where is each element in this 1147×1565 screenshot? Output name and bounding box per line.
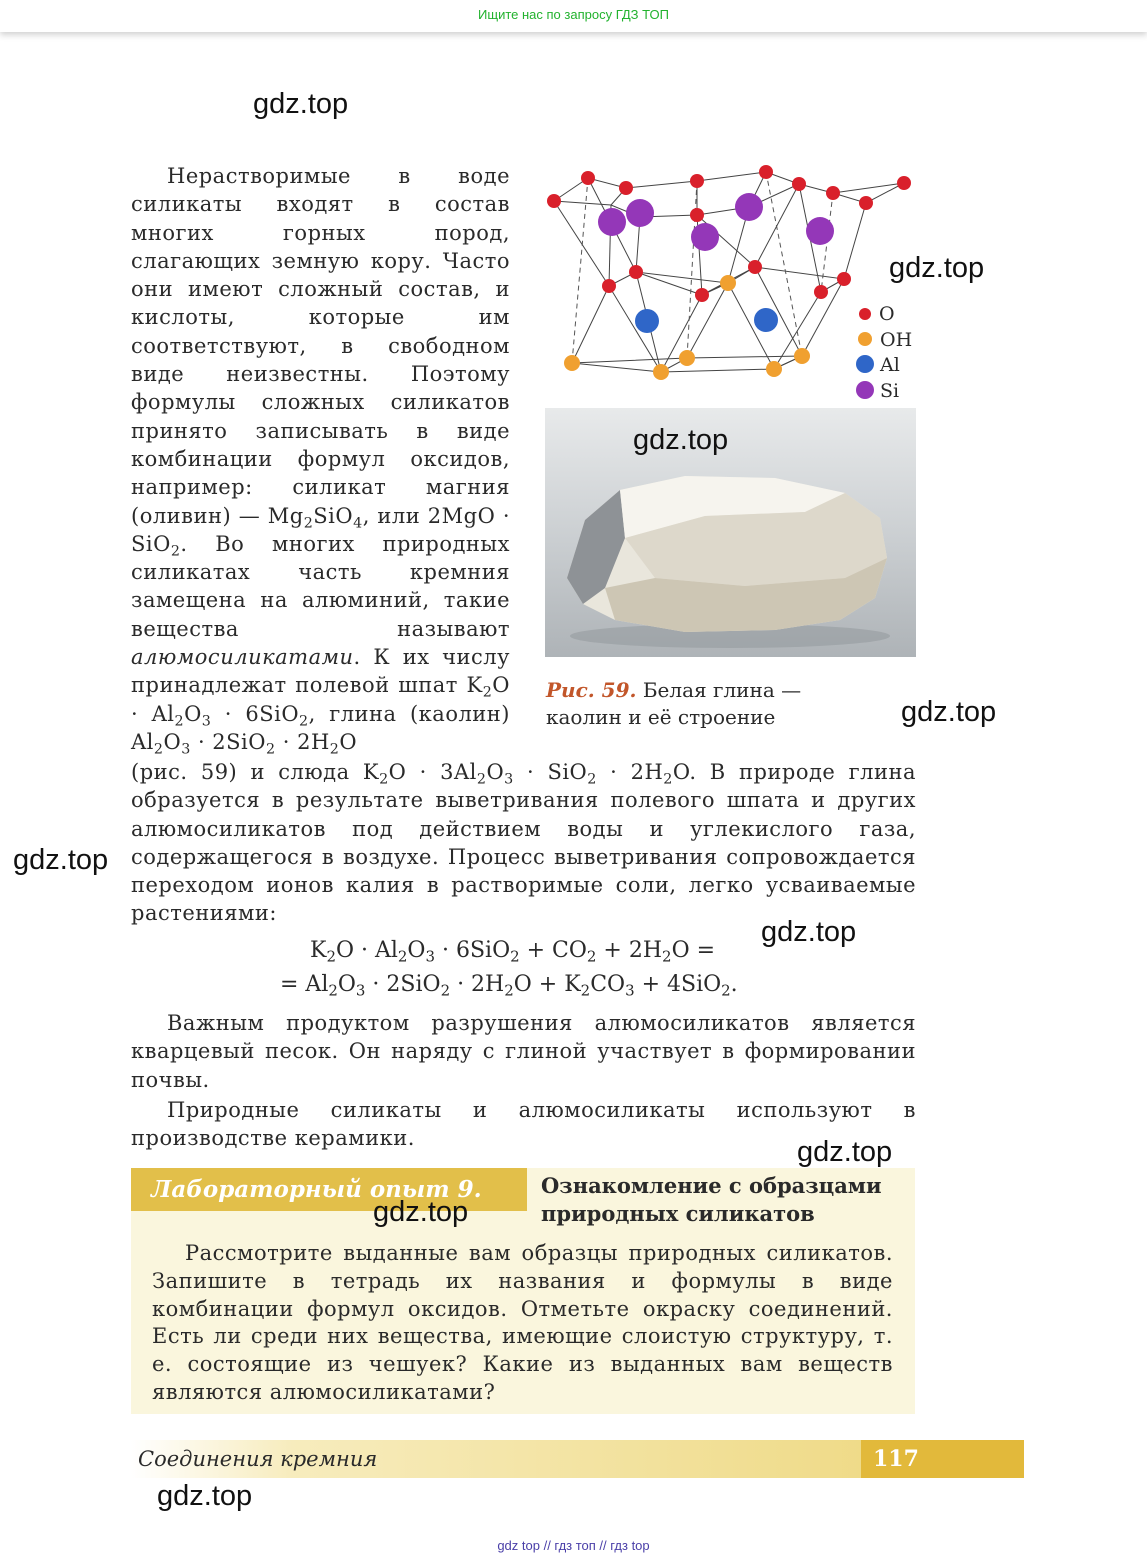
oh-group xyxy=(720,275,736,291)
watermark: gdz.top xyxy=(901,696,997,728)
o-atom xyxy=(837,272,851,286)
si-atom xyxy=(598,208,626,236)
o-atom xyxy=(690,174,704,188)
o-atom xyxy=(690,208,704,222)
legend-al: Al xyxy=(855,353,912,379)
legend-oh: OH xyxy=(855,328,912,354)
o-atom xyxy=(792,177,806,191)
si-atom xyxy=(806,217,834,245)
weathering-paragraph: (рис. 59) и слюда $K_2O \cdot 3Al_2O_3 \cdot SiO_2 \cdot 2H_2O$. В природе глина образуется в результате выветривания полевого шпата и других алюмосиликатов под действием воды и углекислого газа, содержащегося в воздухе. Процесс выветривания сопровождается переходом ионов калия в растворимые соли, легко усваиваемые растениями: xyxy=(131,760,916,926)
o-atom xyxy=(826,186,840,200)
si-atom xyxy=(691,223,719,251)
legend-si: Si xyxy=(855,379,912,405)
al-atom xyxy=(754,308,778,332)
watermark: gdz.top xyxy=(373,1196,469,1228)
figure-label: Рис. 59. xyxy=(546,678,637,702)
lab-title: Ознакомление с образцами природных силикатов xyxy=(541,1173,882,1226)
watermark: gdz.top xyxy=(761,916,857,948)
oh-group xyxy=(679,350,695,366)
watermark: gdz.top xyxy=(633,424,729,456)
o-atom xyxy=(859,196,873,210)
ceramics-paragraph: Природные силикаты и алюмосиликаты используют в производстве керамики. xyxy=(131,1098,916,1151)
o-atom xyxy=(748,260,762,274)
oh-group xyxy=(766,361,782,377)
top-banner[interactable]: Ищите нас по запросу ГДЗ ТОП xyxy=(0,0,1147,32)
sand-paragraph: Важным продуктом разрушения алюмосиликатов является кварцевый песок. Он наряду с глиной участвует в формировании почвы. xyxy=(131,1011,916,1092)
si-atom xyxy=(626,199,654,227)
oh-group xyxy=(794,348,810,364)
o-atom xyxy=(897,176,911,190)
equation-line-2: = $Al_2O_3 \cdot 2SiO_2 \cdot 2H_2O + K_2CO_3 + 4SiO_2$. xyxy=(280,972,738,1000)
si-atom xyxy=(735,193,763,221)
term-aluminosilicates: алюмосиликатами xyxy=(131,645,354,670)
legend-o: O xyxy=(855,302,912,328)
bottom-links[interactable]: gdz top // гдз топ // гдз top xyxy=(497,1538,650,1553)
o-atom xyxy=(619,181,633,195)
watermark: gdz.top xyxy=(13,844,109,876)
oh-group xyxy=(653,364,669,380)
o-atom xyxy=(581,171,595,185)
page-number: 117 xyxy=(861,1440,1024,1478)
oh-group xyxy=(564,355,580,371)
o-atom xyxy=(814,285,828,299)
watermark: gdz.top xyxy=(797,1136,893,1168)
lab-text: Рассмотрите выданные вам образцы природных силикатов. Запишите в тетрадь их названия и формулы в виде комбинации формул оксидов. Отметьте окраску соединений. Есть ли среди них вещества, имеющие слоистую структуру, т. е. состоящие из чешуек? Какие из выданных вам веществ являются алюмосиликатами? xyxy=(152,1241,893,1404)
intro-paragraph: Нерастворимые в воде силикаты входят в состав многих горных пород, слагающих земную кору. Часто они имеют сложный состав, и кислоты, которые им соответствуют, в свободном виде неизвестны. Поэтому формулы сложных силикатов принято записывать в виде комбинации формул оксидов, например: силикат магния (оливин) — $Mg_2SiO_4$, или 2MgO · SiO$_2$. Во многих природных силикатах часть кремния замещена на алюминий, такие вещества называют алюмосиликатами. К их числу принадлежат полевой шпат $K_2O \cdot Al_2O_3 \cdot 6SiO_2$, глина (каолин) $Al_2O_3 \cdot 2SiO_2 \cdot 2H_2O$ xyxy=(131,164,510,758)
figure-caption: Рис. 59. Белая глина — каолин и её строение xyxy=(546,678,802,729)
kaolin-photo xyxy=(545,408,916,657)
watermark: gdz.top xyxy=(889,252,985,284)
legend xyxy=(855,302,912,404)
lab-tag: Лабораторный опыт 9. xyxy=(131,1168,527,1211)
o-atom xyxy=(602,279,616,293)
watermark: gdz.top xyxy=(253,88,349,120)
equation-line-1: $K_2O \cdot Al_2O_3 \cdot 6SiO_2 + CO_2 + 2H_2O$ = xyxy=(310,938,716,966)
section-title: Соединения кремния xyxy=(138,1447,378,1471)
watermark: gdz.top xyxy=(157,1480,253,1512)
o-atom xyxy=(547,194,561,208)
o-atom xyxy=(629,265,643,279)
al-atom xyxy=(635,309,659,333)
o-atom xyxy=(759,165,773,179)
o-atom xyxy=(695,288,709,302)
